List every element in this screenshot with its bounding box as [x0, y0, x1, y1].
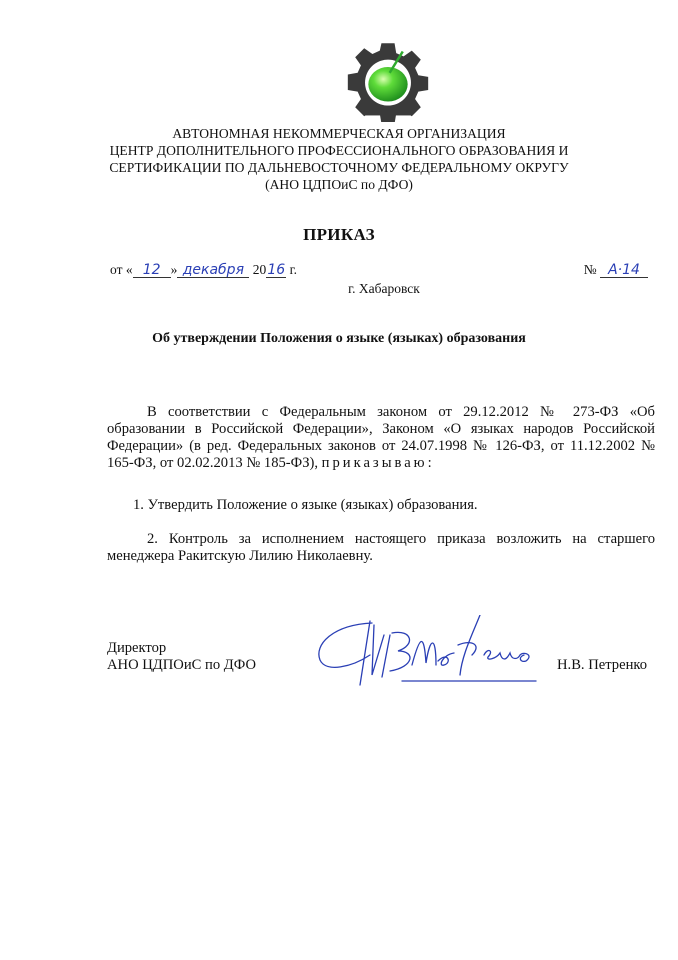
organization-header: [0, 125, 678, 193]
number-label: №: [583, 262, 597, 277]
signatory-position: [107, 640, 256, 674]
date-day: 12: [133, 263, 171, 278]
city: г. Хабаровск: [348, 281, 420, 296]
date-mid: »: [170, 262, 178, 277]
number-value: А·14: [600, 263, 648, 278]
org-line-2: ЦЕНТР ДОПОЛНИТЕЛЬНОГО ПРОФЕССИОНАЛЬНОГО ОБРАЗОВАНИЯ И: [109, 143, 569, 158]
org-line-4: (АНО ЦДПОиС по ДФО): [265, 177, 413, 192]
handwritten-signature-icon: [312, 615, 542, 695]
order-date: [110, 262, 297, 278]
signatory-title: Директор: [107, 640, 167, 656]
order-item-1: 1. Утвердить Положение о языке (языках) образования.: [133, 497, 478, 513]
order-word: приказываю:: [321, 455, 435, 471]
preamble-text: В соответствии с Федеральным законом от 29.12.2012 № 273-ФЗ «Об образовании в Российской Федерации», Законом «О языках народов Российской Федерации» (в ред. Федеральных законов от 24.07.1998 № 126-ФЗ, от 11.12.2002 № 165-ФЗ, от 02.02.2013 № 185-ФЗ),: [107, 404, 655, 471]
org-line-3: СЕРТИФИКАЦИИ ПО ДАЛЬНЕВОСТОЧНОМУ ФЕДЕРАЛЬНОМУ ОКРУГУ: [109, 160, 569, 175]
date-year-prefix: 20: [252, 262, 267, 277]
order-number: [584, 262, 648, 278]
organization-logo-icon: [347, 40, 429, 122]
signatory-org: АНО ЦДПОиС по ДФО: [107, 657, 256, 673]
order-item-2: 2. Контроль за исполнением настоящего приказа возложить на старшего менеджера Ракитскую Лилию Николаевну.: [107, 531, 655, 564]
preamble-paragraph: [107, 404, 655, 472]
signatory-name: Н.В. Петренко: [557, 657, 648, 673]
order-subject: Об утверждении Положения о языке (языках) образования: [152, 331, 526, 346]
date-suffix: г.: [289, 262, 297, 277]
date-prefix: от «: [110, 262, 133, 277]
document-title: ПРИКАЗ: [303, 225, 375, 244]
date-month: декабря: [177, 263, 249, 278]
date-year-suffix: 16: [267, 262, 286, 278]
org-line-1: АВТОНОМНАЯ НЕКОММЕРЧЕСКАЯ ОРГАНИЗАЦИЯ: [172, 126, 506, 141]
